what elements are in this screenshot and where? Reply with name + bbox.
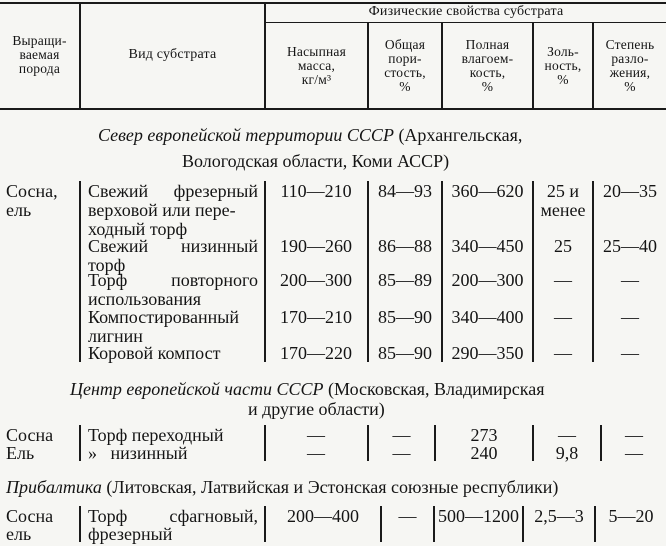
north-row3-porosity: 85—89 xyxy=(378,270,432,290)
baltic-moisture: 500—1200 xyxy=(438,506,519,526)
header-bottom-rule xyxy=(0,108,666,110)
section-baltic-title xyxy=(6,476,558,498)
header-total-porosity: Общая пори- стость, % xyxy=(384,37,426,94)
baltic-mass: 200—400 xyxy=(287,506,359,526)
baltic-porosity: — xyxy=(398,506,417,526)
center-row2-decomposition: — xyxy=(625,443,643,463)
north-row2-porosity: 86—88 xyxy=(378,236,432,256)
baltic-species-line1: Сосна xyxy=(6,506,54,526)
section-baltic-title-italic: Прибалтика xyxy=(6,477,102,497)
north-row3-decomposition: — xyxy=(621,270,639,290)
section-north-title-line1 xyxy=(98,124,522,146)
center-row2-mass: — xyxy=(307,443,325,463)
center-row2-porosity: — xyxy=(392,443,411,463)
north-row4-mass: 170—210 xyxy=(280,307,352,327)
header-properties-group: Физические свойства субстрата xyxy=(368,4,564,19)
baltic-type-line1: Торф сфагновый, xyxy=(88,506,258,526)
north-species-line1: Сосна, xyxy=(6,181,58,201)
north-row2-mass: 190—260 xyxy=(280,236,352,256)
north-row2-type-line1: Свежий низинный xyxy=(88,236,258,256)
north-row1-decomposition: 20—35 xyxy=(603,181,657,201)
center-row2-species: Ель xyxy=(6,443,35,463)
section-north-title-line2: Вологодская области, Коми АССР) xyxy=(182,151,450,171)
north-row2-ash: 25 xyxy=(554,236,572,256)
north-row1-ash-line2: менее xyxy=(540,200,586,220)
header-substrate-type: Вид субстрата xyxy=(128,47,217,62)
center-row1-mass: — xyxy=(307,425,325,445)
north-row3-ash: — xyxy=(554,270,572,290)
north-row2-moisture: 340—450 xyxy=(451,236,524,256)
north-row3-type-line2: использования xyxy=(88,289,202,309)
north-row5-porosity: 85—90 xyxy=(378,343,432,363)
north-row3-mass: 200—300 xyxy=(280,270,352,290)
north-row1-ash: 25 и xyxy=(546,181,580,201)
north-row4-type-line1: Компостированный xyxy=(88,307,239,327)
north-row5-ash: — xyxy=(554,343,572,363)
baltic-decomposition: 5—20 xyxy=(608,506,654,526)
table-top-rule xyxy=(0,2,666,4)
properties-group-rule xyxy=(264,22,666,23)
north-row1-moisture: 360—620 xyxy=(451,181,524,201)
center-row1-species: Сосна xyxy=(6,425,54,445)
header-bulk-mass: Насыпная масса, кг/м³ xyxy=(286,44,347,87)
section-north-title-italic: Север европейской территории СССР xyxy=(98,125,394,145)
north-row3-moisture: 200—300 xyxy=(451,270,524,290)
north-row4-decomposition: — xyxy=(621,307,639,327)
north-row4-moisture: 340—400 xyxy=(451,307,524,327)
section-north-title-regions: (Архангельская, xyxy=(398,125,523,145)
north-row4-type-line2: лигнин xyxy=(88,326,143,346)
header-decomposition: Степень разло- жения, % xyxy=(605,37,655,94)
center-row2-type: » низинный xyxy=(88,443,188,463)
baltic-ash: 2,5—3 xyxy=(534,506,584,526)
center-row1-decomposition: — xyxy=(625,425,643,445)
north-row1-type-line2: верховой или пере- xyxy=(88,200,236,220)
section-baltic-title-regions: (Литовская, Латвийская и Эстонская союзные республики) xyxy=(106,477,559,497)
north-row2-decomposition: 25—40 xyxy=(603,236,657,256)
header-moisture-capacity: Полная влагоем- кость, % xyxy=(461,37,514,94)
baltic-divider-1 xyxy=(79,506,81,542)
north-row4-ash: — xyxy=(554,307,572,327)
north-row3-type-line1: Торф повторного xyxy=(88,270,258,290)
center-row1-type: Торф переходный xyxy=(88,425,224,445)
north-row1-porosity: 84—93 xyxy=(378,181,432,201)
section-center-title-line2: и другие области) xyxy=(248,399,385,419)
header-ash: Золь- ность, % xyxy=(544,44,582,87)
section-center-title-italic: Центр европейской части СССР xyxy=(70,379,324,399)
north-row1-mass: 110—210 xyxy=(280,181,352,201)
center-row1-ash: — xyxy=(558,425,576,445)
center-row1-moisture: 273 xyxy=(470,425,498,445)
section-center-title-regions: (Московская, Владимирская xyxy=(328,379,545,399)
north-row1-type-line1: Свежий фрезерный xyxy=(88,181,258,201)
north-row5-decomposition: — xyxy=(621,343,639,363)
center-row1-porosity: — xyxy=(392,425,411,445)
north-row5-mass: 170—220 xyxy=(280,343,352,363)
center-row2-ash: 9,8 xyxy=(555,443,579,463)
center-row2-moisture: 240 xyxy=(470,443,498,463)
baltic-type-line2: фрезерный xyxy=(88,524,173,544)
north-row4-porosity: 85—90 xyxy=(378,307,432,327)
north-row5-moisture: 290—350 xyxy=(451,343,524,363)
section-center-title-line1 xyxy=(70,378,545,400)
header-species: Выращи- ваемая порода xyxy=(12,33,67,76)
north-row1-type-line3: ходный торф xyxy=(88,219,188,239)
north-row5-type-line1: Коровой компост xyxy=(88,343,221,363)
north-divider-1 xyxy=(79,181,81,362)
north-species-line2: ель xyxy=(6,200,32,220)
baltic-species-line2: ель xyxy=(6,524,32,544)
center-divider-1 xyxy=(79,425,81,461)
north-row2-type-line2: торф xyxy=(88,255,126,275)
